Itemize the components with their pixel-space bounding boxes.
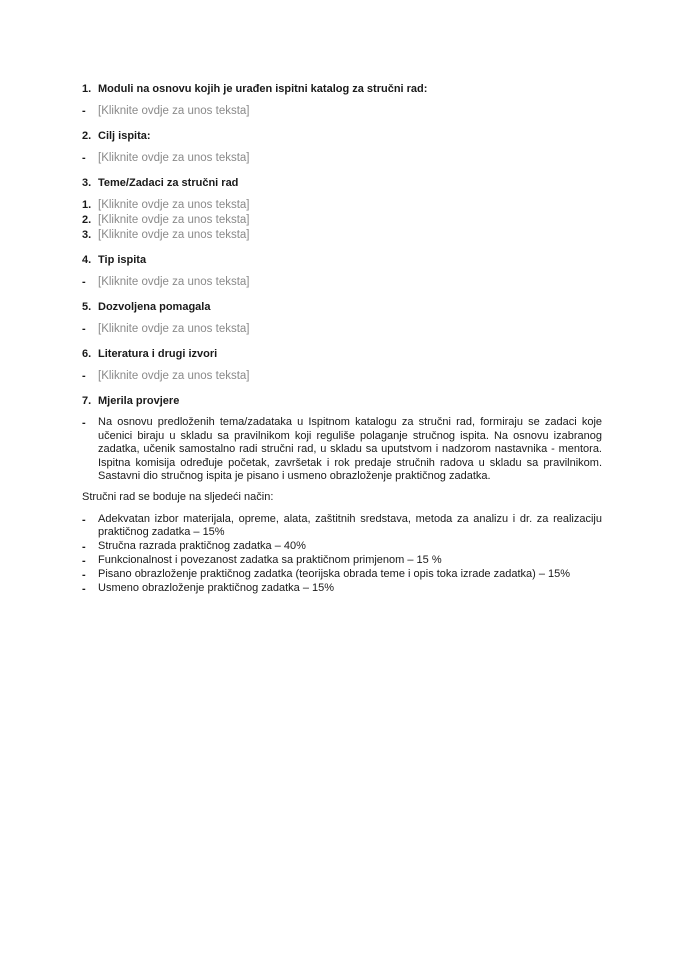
criteria-text: Adekvatan izbor materijala, opreme, alata, zaštitnih sredstava, metoda za analizu i dr. za realizaciju praktičnog zadatka – 15% — [98, 512, 602, 538]
placeholder-field[interactable]: [Kliknite ovdje za unos teksta] — [98, 323, 250, 335]
section-number: 2. — [82, 130, 92, 142]
list-item — [82, 369, 602, 384]
criteria-item — [82, 582, 602, 596]
section-mjerila — [82, 394, 602, 596]
placeholder-field[interactable]: [Kliknite ovdje za unos teksta] — [98, 276, 250, 288]
list-item — [82, 213, 602, 228]
item-number: 1. — [82, 199, 92, 211]
section-cilj — [82, 129, 602, 166]
section-title: Moduli na osnovu kojih je urađen ispitni katalog za stručni rad: — [98, 83, 428, 95]
section-heading — [82, 394, 602, 408]
section-literatura — [82, 347, 602, 384]
section-title: Mjerila provjere — [98, 395, 180, 407]
section-heading — [82, 253, 602, 267]
mjerila-paragraph: Na osnovu predloženih tema/zadataka u Ispitnom katalogu za stručni rad, formiraju se zadaci koje učenici biraju u skladu sa pravilnikom koji reguliše polaganje stručnog ispita. Na osnovu izabranog zadatka, učenik samostalno radi stručni rad, u skladu sa uputstvom i nadzorom nastavnika - mentora. Ispitna komisija određuje početak, završetak i rok predaje stručnih radova u skladu sa pravilnikom. Sastavni dio stručnog ispita je pisano i usmeno obrazloženje praktičnog zadatka. — [98, 416, 602, 482]
section-number: 4. — [82, 254, 92, 266]
section-heading — [82, 347, 602, 361]
section-number: 5. — [82, 301, 92, 313]
criteria-text: Pisano obrazloženje praktičnog zadatka (teorijska obrada teme i opis toka izrade zadatka) – 15% — [98, 567, 571, 580]
bullet-dash: - — [82, 582, 86, 595]
list-item — [82, 275, 602, 290]
item-number: 2. — [82, 214, 92, 226]
criteria-list — [82, 513, 602, 596]
bullet-dash: - — [82, 540, 86, 553]
list-item — [82, 322, 602, 337]
boduje-intro: Stručni rad se boduje na sljedeći način: — [82, 490, 274, 503]
placeholder-field[interactable]: [Kliknite ovdje za unos teksta] — [98, 229, 250, 241]
list-item — [82, 198, 602, 213]
list-item — [82, 104, 602, 119]
section-heading — [82, 129, 602, 143]
section-heading — [82, 300, 602, 314]
section-number: 3. — [82, 177, 92, 189]
section-heading — [82, 176, 602, 190]
section-title: Teme/Zadaci za stručni rad — [98, 177, 239, 189]
section-number: 1. — [82, 83, 92, 95]
section-title: Dozvoljena pomagala — [98, 301, 211, 313]
bullet-dash: - — [82, 513, 86, 526]
placeholder-field[interactable]: [Kliknite ovdje za unos teksta] — [98, 199, 250, 211]
bullet-dash: - — [82, 417, 86, 429]
placeholder-field[interactable]: [Kliknite ovdje za unos teksta] — [98, 105, 250, 117]
section-teme — [82, 176, 602, 243]
criteria-item — [82, 554, 602, 568]
bullet-dash: - — [82, 568, 86, 581]
section-title: Literatura i drugi izvori — [98, 348, 218, 360]
criteria-text: Usmeno obrazloženje praktičnog zadatka – 15% — [98, 581, 335, 594]
section-number: 6. — [82, 348, 92, 360]
section-title: Cilj ispita: — [98, 130, 151, 142]
section-pomagala — [82, 300, 602, 337]
placeholder-field[interactable]: [Kliknite ovdje za unos teksta] — [98, 370, 250, 382]
section-title: Tip ispita — [98, 254, 147, 266]
list-item — [82, 416, 602, 484]
bullet-dash: - — [82, 276, 86, 288]
bullet-dash: - — [82, 370, 86, 382]
bullet-dash: - — [82, 554, 86, 567]
criteria-item — [82, 540, 602, 554]
section-moduli — [82, 82, 602, 119]
document-page — [82, 82, 602, 606]
bullet-dash: - — [82, 105, 86, 117]
bullet-dash: - — [82, 152, 86, 164]
list-item — [82, 228, 602, 243]
criteria-text: Funkcionalnost i povezanost zadatka sa praktičnom primjenom – 15 % — [98, 553, 442, 566]
bullet-dash: - — [82, 323, 86, 335]
section-tip-ispita — [82, 253, 602, 290]
list-item — [82, 151, 602, 166]
criteria-item — [82, 568, 602, 582]
item-number: 3. — [82, 229, 92, 241]
criteria-text: Stručna razrada praktičnog zadatka – 40% — [98, 539, 306, 552]
placeholder-field[interactable]: [Kliknite ovdje za unos teksta] — [98, 152, 250, 164]
section-heading — [82, 82, 602, 96]
placeholder-field[interactable]: [Kliknite ovdje za unos teksta] — [98, 214, 250, 226]
section-number: 7. — [82, 395, 92, 407]
criteria-item — [82, 513, 602, 540]
